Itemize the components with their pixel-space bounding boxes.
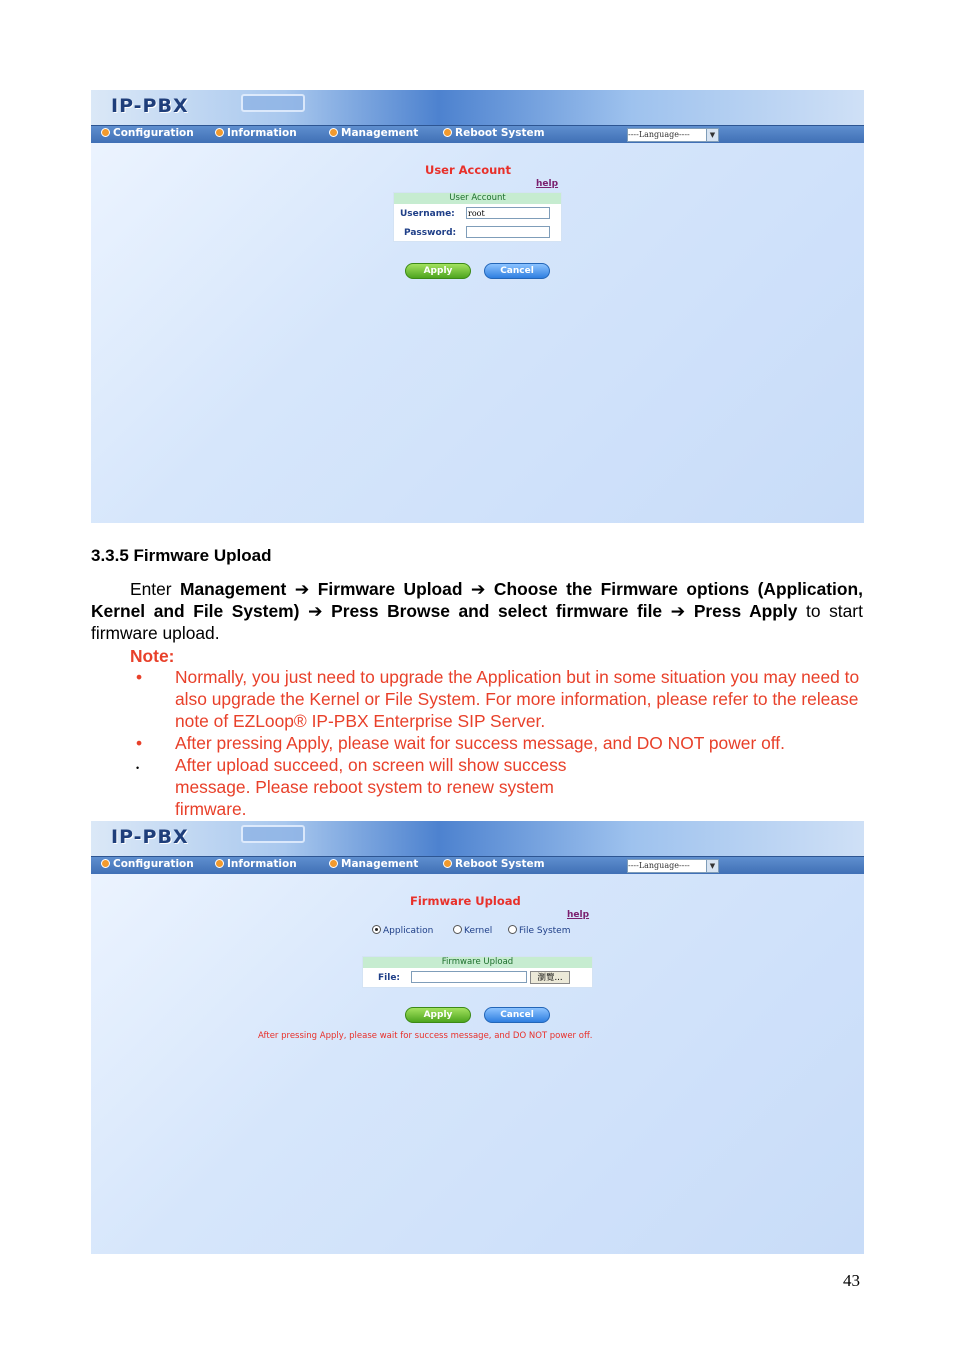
bullet-icon: • bbox=[136, 667, 143, 687]
arrow-icon: ➔ bbox=[470, 579, 486, 599]
header-banner bbox=[91, 90, 864, 126]
username-label: Username: bbox=[400, 209, 455, 219]
help-link[interactable]: help bbox=[536, 179, 559, 189]
nav-item-configuration[interactable]: Configuration bbox=[101, 127, 194, 139]
list-item: • After pressing Apply, please wait for success message, and DO NOT power off. bbox=[136, 733, 785, 753]
password-label: Password: bbox=[404, 228, 457, 238]
radio-icon bbox=[508, 925, 517, 934]
radio-icon bbox=[453, 925, 462, 934]
bullet-icon bbox=[101, 859, 110, 868]
warning-message: After pressing Apply, please wait for success message, and DO NOT power off. bbox=[258, 1031, 593, 1041]
nav-item-management[interactable]: Management bbox=[329, 127, 418, 139]
radio-file-system[interactable]: File System bbox=[508, 925, 570, 936]
help-link[interactable]: help bbox=[567, 910, 590, 920]
banner-decoration bbox=[241, 94, 305, 112]
screenshot-user-account bbox=[91, 90, 864, 523]
bullet-icon bbox=[443, 859, 452, 868]
cancel-button[interactable]: Cancel bbox=[484, 263, 550, 279]
page-title: User Account bbox=[425, 163, 511, 177]
screenshot-firmware-upload bbox=[91, 821, 864, 1254]
bullet-icon bbox=[329, 859, 338, 868]
form-header: User Account bbox=[394, 193, 561, 204]
page-number: 43 bbox=[843, 1271, 860, 1290]
instruction-enter: Enter bbox=[130, 579, 172, 599]
section-title: 3.3.5 Firmware Upload bbox=[91, 546, 272, 565]
instruction-step-1: Management bbox=[180, 579, 287, 599]
list-item-continuation: firmware. bbox=[175, 799, 247, 819]
bullet-icon: • bbox=[136, 733, 143, 753]
bullet-icon bbox=[215, 128, 224, 137]
chevron-down-icon: ▼ bbox=[706, 129, 718, 141]
radio-kernel[interactable]: Kernel bbox=[453, 925, 492, 936]
apply-button[interactable]: Apply bbox=[405, 263, 471, 279]
nav-item-information[interactable]: Information bbox=[215, 858, 297, 870]
radio-application[interactable]: Application bbox=[372, 925, 433, 936]
bullet-icon bbox=[329, 128, 338, 137]
arrow-icon: ➔ bbox=[670, 601, 686, 621]
nav-item-management[interactable]: Management bbox=[329, 858, 418, 870]
instruction-step-4: Press Browse and select firmware file bbox=[331, 601, 663, 621]
instruction-step-2: Firmware Upload bbox=[317, 579, 463, 599]
bullet-icon bbox=[443, 128, 452, 137]
nav-item-reboot-system[interactable]: Reboot System bbox=[443, 127, 545, 139]
nav-item-configuration[interactable]: Configuration bbox=[101, 858, 194, 870]
instruction-tail: to start firmware upload. bbox=[91, 601, 863, 643]
browse-button[interactable]: 瀏覽... bbox=[530, 971, 570, 984]
radio-selected-icon bbox=[372, 925, 381, 934]
note-label: Note: bbox=[130, 646, 175, 666]
notes-list bbox=[130, 666, 870, 820]
nav-bar bbox=[91, 125, 864, 143]
nav-bar bbox=[91, 856, 864, 874]
language-select[interactable]: ----Language---- ▼ bbox=[627, 128, 719, 142]
instruction-step-5: Press Apply bbox=[693, 601, 798, 621]
language-select[interactable]: ----Language---- ▼ bbox=[627, 859, 719, 873]
user-account-form bbox=[393, 192, 562, 242]
nav-item-information[interactable]: Information bbox=[215, 127, 297, 139]
page-title: Firmware Upload bbox=[410, 894, 521, 908]
password-input[interactable] bbox=[466, 226, 550, 238]
list-item: • After upload succeed, on screen will show success message. Please reboot system to renew system bbox=[136, 755, 567, 797]
banner-decoration bbox=[241, 825, 305, 843]
chevron-down-icon: ▼ bbox=[706, 860, 718, 872]
logo: IP-PBX bbox=[111, 95, 189, 117]
username-input[interactable]: root bbox=[466, 207, 550, 219]
form-header: Firmware Upload bbox=[363, 957, 592, 968]
arrow-icon: ➔ bbox=[294, 579, 310, 599]
instruction-paragraph bbox=[91, 578, 863, 644]
nav-item-reboot-system[interactable]: Reboot System bbox=[443, 858, 545, 870]
firmware-upload-form bbox=[362, 956, 593, 988]
file-input[interactable] bbox=[411, 971, 527, 983]
file-label: File: bbox=[378, 973, 401, 983]
header-banner bbox=[91, 821, 864, 857]
logo: IP-PBX bbox=[111, 826, 189, 848]
arrow-icon: ➔ bbox=[307, 601, 323, 621]
apply-button[interactable]: Apply bbox=[405, 1007, 471, 1023]
bullet-icon bbox=[215, 859, 224, 868]
bullet-icon: • bbox=[136, 763, 140, 773]
cancel-button[interactable]: Cancel bbox=[484, 1007, 550, 1023]
list-item: • Normally, you just need to upgrade the Application but in some situation you may need to also upgrade the Kernel or File System. For more information, please refer to the release note of EZLoop® IP-PBX Enterprise SIP Server. bbox=[136, 667, 860, 731]
instruction-step-3: Choose the Firmware options (Application, Kernel and File System) bbox=[91, 579, 863, 621]
bullet-icon bbox=[101, 128, 110, 137]
